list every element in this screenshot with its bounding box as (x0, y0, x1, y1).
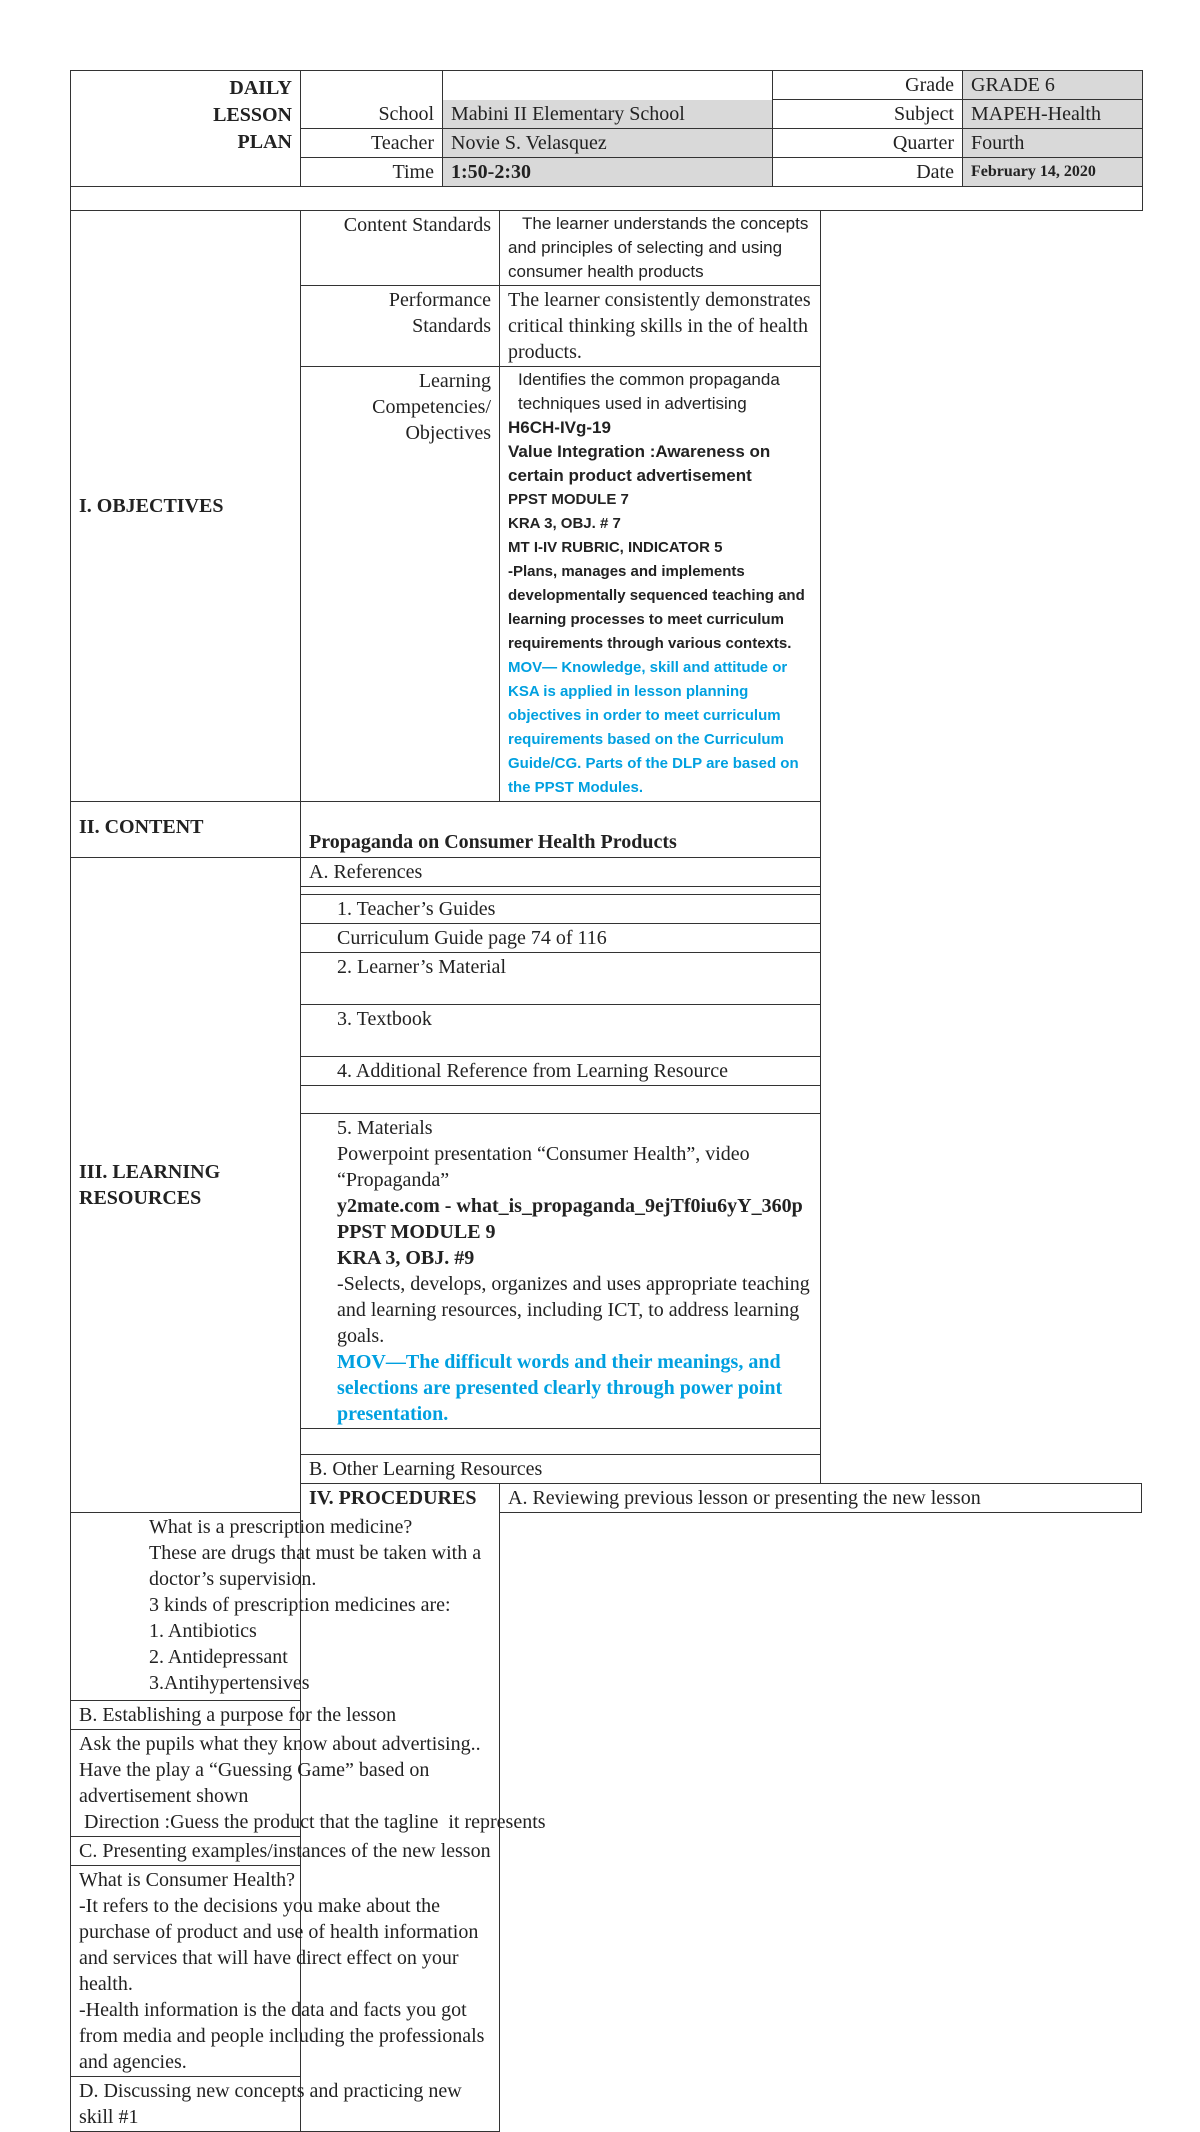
content-standards-label: Content Standards (301, 210, 500, 285)
procedure-d-label: D. Discussing new concepts and practicing new skill #1 (71, 2076, 500, 2131)
mov-objectives: MOV— Knowledge, skill and attitude or KSA is applied in lesson planning objectives in order to meet curriculum requirements based on the Curriculum Guide/CG. Parts of the DLP are based on the PPST Modules. (508, 658, 799, 796)
school-label: School (301, 100, 443, 129)
school-value: Mabini II Elementary School (443, 100, 773, 129)
additional-reference: 4. Additional Reference from Learning Resource (301, 1056, 821, 1085)
procedure-c-content: What is Consumer Health? -It refers to the decisions you make about the purchase of product and use of health information and services that will have direct effect on your health. -Health information is the data and facts you got from media and people including the professionals and agencies. (71, 1865, 500, 2076)
quarter-label: Quarter (773, 129, 963, 158)
powerpoint: Powerpoint presentation “Consumer Health”, video “Propaganda” (337, 1142, 750, 1191)
competencies-label: Learning Competencies/ Objectives (301, 366, 500, 801)
subject-value: MAPEH-Health (963, 100, 1143, 129)
procedure-c-label: C. Presenting examples/instances of the new lesson (71, 1836, 500, 1865)
teachers-guides: 1. Teacher’s Guides (301, 894, 821, 923)
ppst-module: PPST MODULE 7 (508, 490, 629, 508)
header-table (70, 70, 1143, 211)
kra-9: KRA 3, OBJ. #9 (337, 1246, 475, 1269)
content-section: II. CONTENT (71, 801, 301, 857)
grade-label: Grade (773, 71, 963, 100)
resources-section: III. LEARNING RESOURCES (71, 857, 301, 1512)
textbook: 3. Textbook (301, 1004, 821, 1056)
content-standards-text: The learner understands the concepts and principles of selecting and using consumer health products (500, 210, 821, 285)
dlp-title: DAILY LESSON PLAN (71, 71, 301, 187)
procedure-a-label: A. Reviewing previous lesson or presenting the new lesson (500, 1483, 1142, 1512)
date-value: February 14, 2020 (963, 158, 1143, 187)
competencies-text (500, 366, 821, 801)
references: A. References (301, 857, 821, 886)
teacher-value: Novie S. Velasquez (443, 129, 773, 158)
performance-standards-label: Performance Standards (301, 285, 500, 366)
other-resources: B. Other Learning Resources (301, 1454, 821, 1483)
time-label: Time (301, 158, 443, 187)
learners-material: 2. Learner’s Material (301, 952, 821, 1004)
procedure-b-content: Ask the pupils what they know about advertising.. Have the play a “Guessing Game” based on advertisement shown Direction :Guess the product that the tagline it represents (71, 1729, 500, 1836)
value-integration: Value Integration :Awareness on certain product advertisement (508, 441, 771, 485)
performance-standards-text: The learner consistently demonstrates critical thinking skills in the of health products. (500, 285, 821, 366)
video-file: y2mate.com - what_is_propaganda_9ejTf0iu6yY_360p (337, 1194, 803, 1217)
content-title: Propaganda on Consumer Health Products (301, 801, 821, 857)
procedure-a-content: What is a prescription medicine? These are drugs that must be taken with a doctor’s supervision. 3 kinds of prescription medicines are: 1. Antibiotics 2. Antidepressant 3.Antihypertensives (71, 1512, 500, 1700)
rubric: MT I-IV RUBRIC, INDICATOR 5 (508, 538, 723, 556)
curriculum-guide: Curriculum Guide page 74 of 116 (301, 923, 821, 952)
materials: 5. Materials Powerpoint presentation “Consumer Health”, video “Propaganda” y2mate.com - what_is_propaganda_9ejTf0iu6yY_360p PPST MODULE 9 KRA 3, OBJ. #9 -Selects, develops, organizes and uses appropriate teaching and learning resources, including ICT, to address learning goals. MOV—The difficult words and their meanings, and selections are presented clearly through power point presentation. (301, 1113, 821, 1428)
date-label: Date (773, 158, 963, 187)
procedures-section: IV. PROCEDURES (301, 1483, 500, 2131)
procedure-b-label: B. Establishing a purpose for the lesson (71, 1700, 500, 1729)
mov-resources: MOV—The difficult words and their meanings, and selections are presented clearly through power point presentation. (337, 1350, 783, 1425)
kra: KRA 3, OBJ. # 7 (508, 514, 621, 532)
lesson-plan-page (70, 70, 1142, 2132)
competency-code: H6CH-IVg-19 (508, 417, 611, 437)
quarter-value: Fourth (963, 129, 1143, 158)
main-table (70, 210, 1142, 2132)
competency: Identifies the common propaganda techniques used in advertising (518, 369, 780, 413)
indicator-9: -Selects, develops, organizes and uses appropriate teaching and learning resources, including ICT, to address learning goals. (337, 1272, 810, 1347)
teacher-label: Teacher (301, 129, 443, 158)
subject-label: Subject (773, 100, 963, 129)
grade-value: GRADE 6 (963, 71, 1143, 100)
objectives-section: I. OBJECTIVES (71, 210, 301, 801)
ppst-module-9: PPST MODULE 9 (337, 1220, 496, 1243)
indicator: -Plans, manages and implements developmentally sequenced teaching and learning processes to meet curriculum requirements through various contexts. (508, 562, 805, 652)
time-value: 1:50-2:30 (443, 158, 773, 187)
